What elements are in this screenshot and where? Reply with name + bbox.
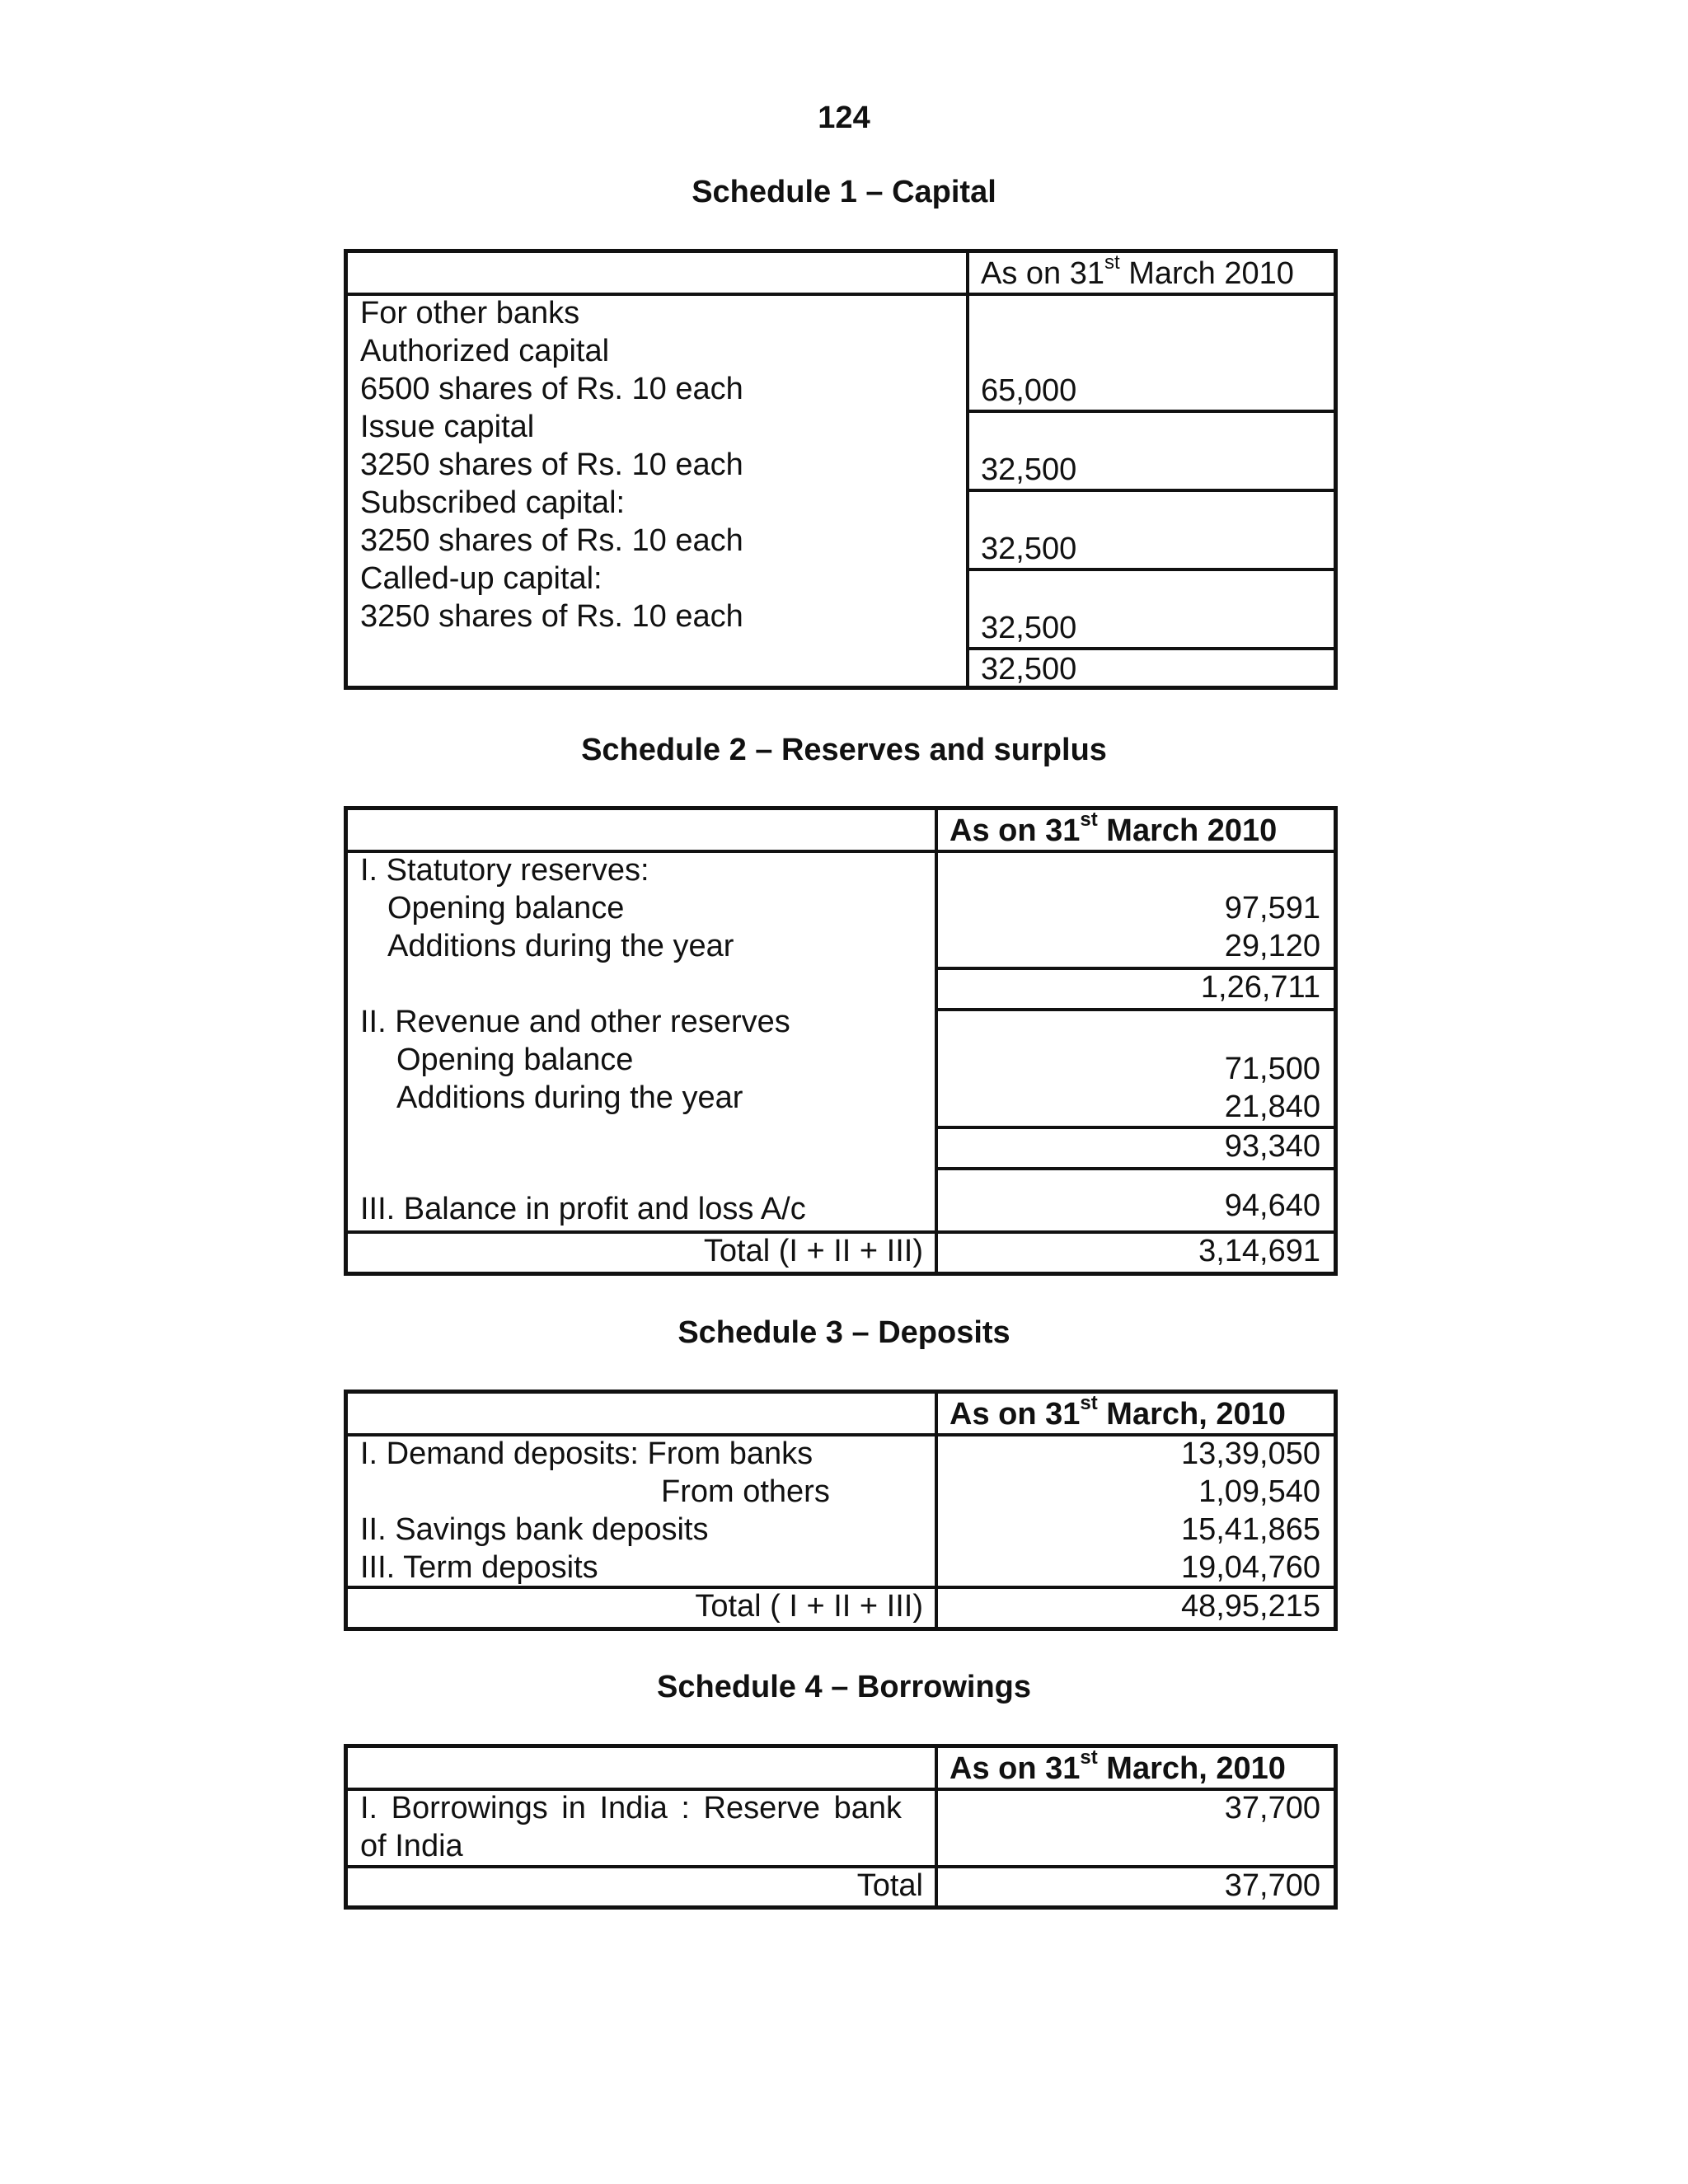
additions-label: Additions during the year [396,1080,743,1115]
opening-balance-value: 97,591 [1224,891,1320,926]
schedule-1-table [344,249,1338,690]
demand-banks-value: 13,39,050 [1180,1436,1320,1471]
additions-value: 29,120 [1224,929,1320,963]
schedule-1-label: Called-up capital: [360,561,603,596]
borrowings-label: I. Borrowings in India : Reserve bank [360,1791,902,1825]
opening-balance-label: Opening balance [387,891,625,926]
schedule-1-value: 32,500 [981,532,1077,566]
from-others-label: From others [661,1474,830,1509]
statutory-reserves-label: I. Statutory reserves: [360,853,649,888]
schedule-3-table [344,1390,1338,1631]
schedule-4-total-label: Total [856,1868,923,1903]
schedule-1-label: Issue capital [360,410,535,444]
schedule-4-column-header: As on 31st March, 2010 [950,1746,1286,1786]
schedule-1-label: Authorized capital [360,334,610,368]
schedule-2-table [344,806,1338,1276]
schedule-3-column-header: As on 31st March, 2010 [950,1392,1286,1432]
schedule-1-value: 32,500 [981,611,1077,645]
schedule-4-title: Schedule 4 – Borrowings [657,1670,1031,1704]
schedule-1-label: For other banks [360,296,580,330]
schedule-1-label: Subscribed capital: [360,485,626,520]
opening-balance-label: Opening balance [396,1043,634,1077]
schedule-1-label: 3250 shares of Rs. 10 each [360,599,743,634]
schedule-3-title: Schedule 3 – Deposits [678,1315,1010,1350]
revenue-subtotal: 93,340 [1224,1129,1320,1164]
schedule-3-total-label: Total ( I + II + III) [695,1589,923,1624]
borrowings-label-continued: of India [360,1829,463,1863]
borrowings-value: 37,700 [1224,1791,1320,1825]
schedule-1-value: 32,500 [981,652,1077,687]
schedule-1-label: 6500 shares of Rs. 10 each [360,372,743,406]
savings-deposits-label: II. Savings bank deposits [360,1512,709,1547]
demand-deposits-label: I. Demand deposits: From banks [360,1436,814,1471]
schedule-1-label: 3250 shares of Rs. 10 each [360,523,743,558]
term-value: 19,04,760 [1180,1550,1320,1585]
additions-label: Additions during the year [387,929,734,963]
page-number: 124 [818,101,870,135]
schedule-1-title: Schedule 1 – Capital [692,175,996,209]
schedule-4-total-value: 37,700 [1224,1868,1320,1903]
schedule-1-value: 65,000 [981,373,1077,408]
profit-loss-label: III. Balance in profit and loss A/c [360,1192,806,1226]
demand-others-value: 1,09,540 [1198,1474,1320,1509]
schedule-3-total-value: 48,95,215 [1180,1589,1320,1624]
term-deposits-label: III. Term deposits [360,1550,598,1585]
schedule-1-column-header: As on 31st March 2010 [981,251,1294,291]
savings-value: 15,41,865 [1180,1512,1320,1547]
schedule-2-title: Schedule 2 – Reserves and surplus [581,733,1107,767]
statutory-subtotal: 1,26,711 [1200,970,1320,1005]
schedule-2-column-header: As on 31st March 2010 [950,808,1278,848]
schedule-1-value: 32,500 [981,452,1077,487]
opening-balance-value: 71,500 [1224,1052,1320,1086]
revenue-reserves-label: II. Revenue and other reserves [360,1005,790,1039]
schedule-2-total-label: Total (I + II + III) [703,1234,923,1268]
schedule-4-table [344,1744,1338,1910]
schedule-1-label: 3250 shares of Rs. 10 each [360,448,743,482]
schedule-2-total-value: 3,14,691 [1198,1234,1320,1268]
profit-loss-value: 94,640 [1224,1188,1320,1223]
additions-value: 21,840 [1224,1090,1320,1124]
